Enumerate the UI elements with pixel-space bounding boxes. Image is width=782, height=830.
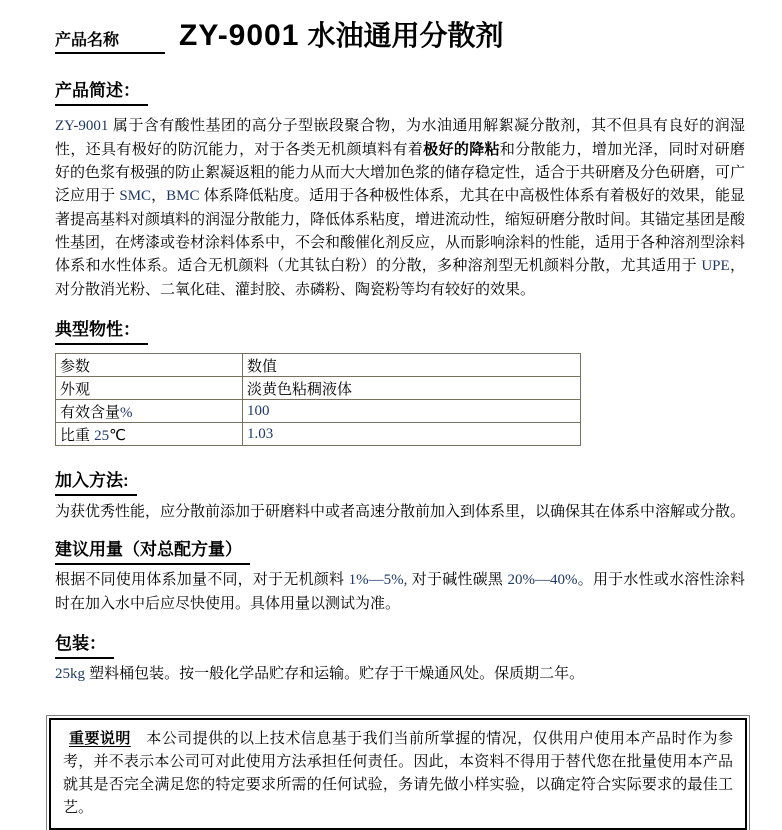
overview-text-2: 和分散能力，增加光泽，同时对研磨好的色浆有极强的防止絮凝返粗的能力从而大大增加色浆的储存稳定性，适合于共研磨及分色研磨，可广泛应用于 [55,141,746,204]
document-title-row [55,14,745,54]
cell-active-param [56,400,243,423]
gravity-param-cn: 比重 [60,426,95,444]
dosage-range-carbon-black: 20%—40% [507,572,578,588]
product-code: ZY-9001 [179,19,300,52]
overview-text-4: ，对分散消光粉、二氧化硅、灌封胶、赤磷粉、陶瓷粉等均有较好的效果。 [55,257,745,298]
typical-properties-table [55,353,581,446]
cell-appearance-value: 淡黄色粘稠液体 [243,377,581,400]
overview-heading-text: 产品简述： [55,80,148,106]
active-param-percent: % [120,404,133,421]
dosage-text-1: 根据不同使用体系加量不同，对于无机颜料 [55,571,349,588]
product-name-label: 产品名称 [55,27,165,54]
dosage-range-pigment: 1%—5%, [348,572,408,588]
col-header-parameter: 参数 [56,354,243,377]
notice-label: 重要说明 [69,730,131,747]
overview-comma: ， [151,187,167,204]
packaging-text: 塑料桶包装。按一般化学品贮存和运输。贮存于干燥通风处。保质期二年。 [85,665,585,682]
product-name-cn: 水油通用分散剂 [307,20,504,51]
method-paragraph: 为获优秀性能，应分散前添加于研磨料中或者高速分散前加入到体系里，以确保其在体系中溶解或分散。 [55,503,746,520]
overview-code: ZY-9001 [55,118,109,134]
overview-paragraph [55,114,745,301]
section-heading-dosage [55,539,745,565]
dosage-paragraph [55,568,745,615]
table-row-specific-gravity [56,423,581,446]
cell-gravity-value: 1.03 [243,423,581,446]
col-header-value: 数值 [243,354,581,377]
gravity-param-unit: ℃ [109,426,127,444]
section-heading-method [55,470,745,496]
overview-smc: SMC [119,188,152,204]
method-heading-text: 加入方法: [55,470,137,496]
dosage-text-3: 。用于水性或水溶性涂料时在加入水中后应尽快使用。具体用量以测试为准。 [55,571,745,612]
section-heading-overview [55,80,745,106]
gravity-param-temp: 25 [94,427,110,444]
overview-bold-phrase: 极好的降粘 [423,141,500,158]
packaging-weight: 25kg [55,666,85,682]
important-notice-box [49,718,747,830]
packaging-heading-text: 包装： [55,633,114,659]
dosage-text-2: 对于碱性碳黑 [407,571,508,588]
table-row-appearance [56,377,581,400]
overview-upe: UPE [701,258,730,274]
table-row-active-content [56,400,581,423]
cell-appearance-param: 外观 [56,377,243,400]
typical-heading-text: 典型物性： [55,319,148,345]
section-heading-packaging [55,633,745,659]
cell-gravity-param [56,423,243,446]
overview-bmc: BMC [166,188,200,204]
overview-text-3: 体系降低粘度。适用于各种极性体系，尤其在中高极性体系有着极好的效果，能显著提高基料对颜填料的润湿分散能力，降低体系粘度，增进流动性，缩短研磨分散时间。其锚定基团是酸性基团，在烤漆或卷材涂料体系中，不会和酸催化剂反应，从而影响涂料的性能，适用于各种溶剂型涂料体系和水性体系。适合无机颜料（尤其钛白粉）的分散，多种溶剂型无机颜料分散，尤其适用于 [55,187,746,274]
table-header-row [56,354,581,377]
cell-active-value: 100 [243,400,581,423]
packaging-paragraph [55,662,745,686]
overview-text-1: 属于含有酸性基团的高分子型嵌段聚合物，为水油通用解絮凝分散剂，其不但具有良好的润湿性，还具有极好的防沉能力，对于各类无机颜填料有着 [55,117,745,158]
page-title [179,19,504,52]
section-heading-typical-properties [55,319,745,345]
notice-text: 本公司提供的以上技术信息基于我们当前所掌握的情况，仅供用户使用本产品时作为参考，并不表示本公司可对此使用方法承担任何责任。因此，本资料不得用于替代您在批量使用本产品就其是否完全满足您的特定要求所需的任何试验，务请先做小样实验，以确定符合实际要求的最佳工艺。 [63,730,733,816]
active-param-cn: 有效含量 [60,403,121,421]
dosage-heading-text: 建议用量（对总配方量） [55,539,250,565]
